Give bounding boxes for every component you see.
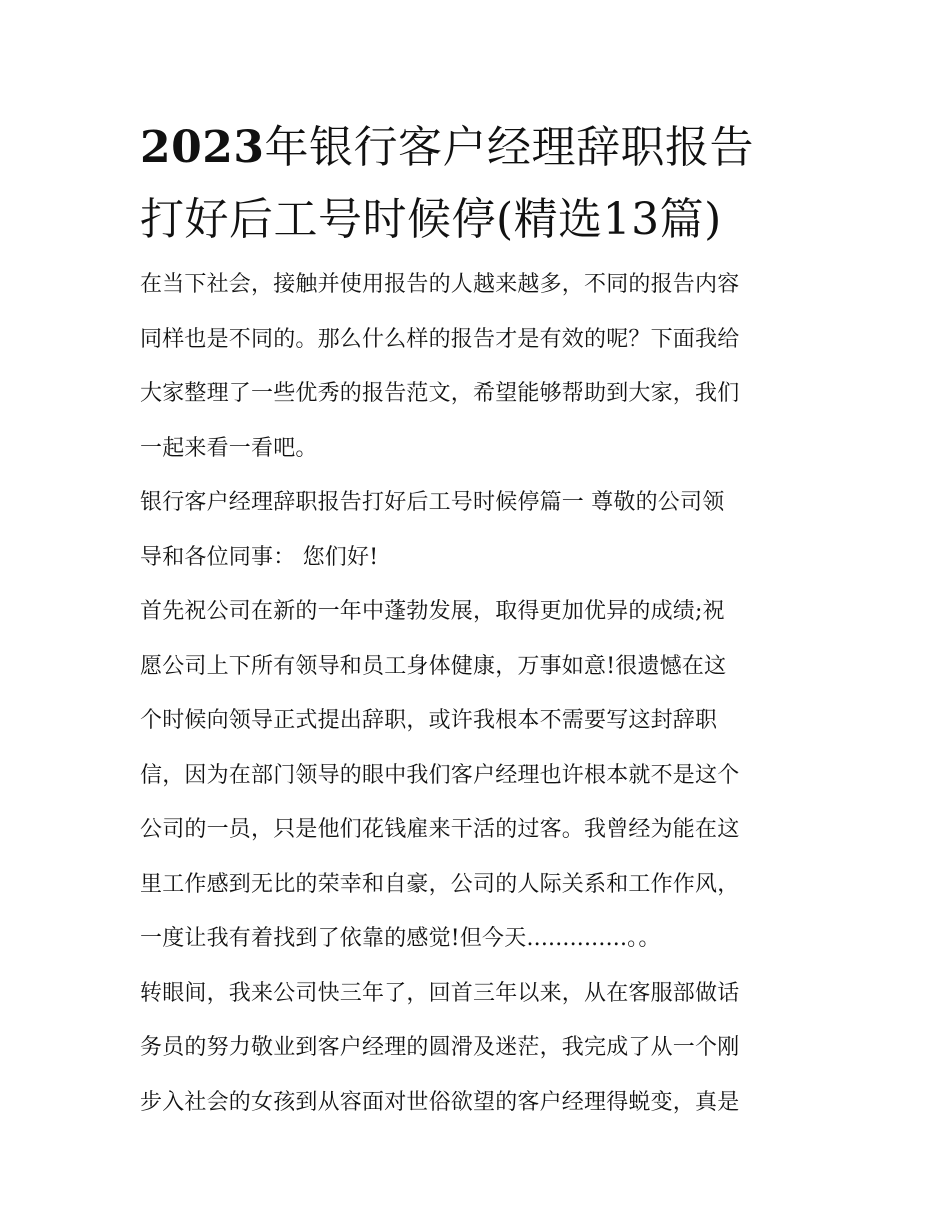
text-line: 大家整理了一些优秀的报告范文，希望能够帮助到大家，我们 (140, 381, 740, 406)
text-line: 一度让我有着找到了依靠的感觉!但今天..............。。 (140, 926, 661, 951)
text-line: 个时候向领导正式提出辞职，或许我根本不需要写这封辞职 (140, 708, 718, 733)
title-line-2 (140, 184, 815, 256)
body-paragraph-1 (140, 585, 815, 967)
title-line-1 (140, 112, 815, 184)
text-line: 公司的一员，只是他们花钱雇来干活的过客。我曾经为能在这 (140, 817, 740, 842)
text-line: 转眼间，我来公司快三年了，回首三年以来，从在客服部做话 (140, 980, 740, 1006)
text-line: 同样也是不同的。那么什么样的报告才是有效的呢？下面我给 (140, 326, 740, 352)
text-line: 在当下社会，接触并使用报告的人越来越多，不同的报告内容 (140, 272, 740, 297)
intro-paragraph (140, 258, 815, 476)
document-page (140, 112, 815, 1130)
text-line: 里工作感到无比的荣幸和自豪，公司的人际关系和工作作风， (140, 871, 740, 897)
text-line: 导和各位同事： 您们好! (140, 544, 379, 570)
text-line: 信，因为在部门领导的眼中我们客户经理也许根本就不是这个 (140, 762, 740, 788)
section-heading-paragraph (140, 476, 815, 585)
text-line: 首先祝公司在新的一年中蓬勃发展，取得更加优异的成绩;祝 (140, 599, 725, 624)
body-paragraph-2 (140, 967, 815, 1131)
title-text: 打好后工号时候停(精选13篇) (140, 194, 722, 245)
title-text: 年银行客户经理辞职报告 (264, 122, 754, 173)
text-line: 银行客户经理辞职报告打好后工号时候停篇一 尊敬的公司领 (140, 490, 725, 515)
text-line: 一起来看一看吧。 (140, 435, 318, 461)
text-line: 愿公司上下所有领导和员工身体健康，万事如意!很遗憾在这 (140, 653, 727, 679)
text-line: 步入社会的女孩到从容面对世俗欲望的客户经理得蜕变，真是 (140, 1089, 740, 1115)
text-line: 务员的努力敬业到客户经理的圆滑及迷茫，我完成了从一个刚 (140, 1035, 740, 1060)
title-year: 2023 (140, 122, 265, 173)
document-title (140, 112, 815, 256)
